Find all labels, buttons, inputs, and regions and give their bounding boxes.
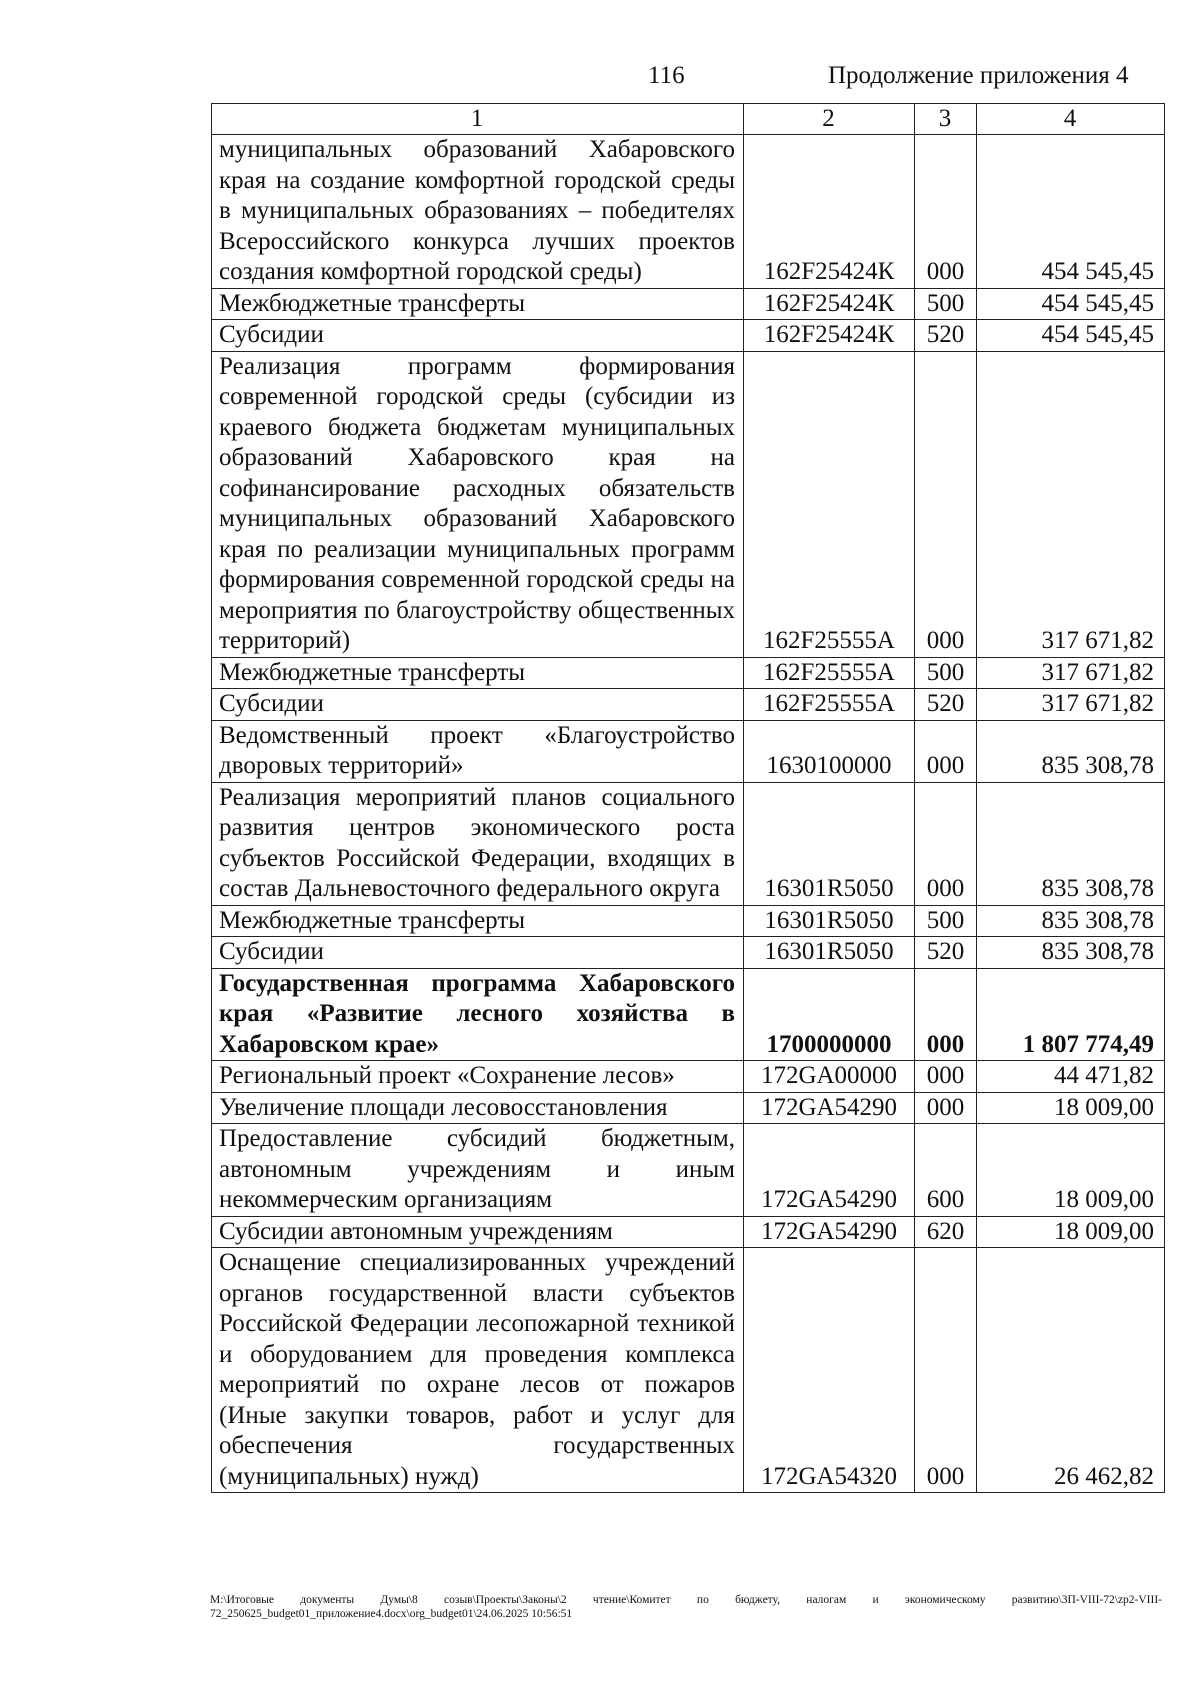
row-sum-cell: 317 671,82 [977, 657, 1165, 689]
row-sum-cell: 26 462,82 [977, 1248, 1165, 1493]
row-name-cell: Реализация мероприятий планов социального развития центров экономического роста субъектов Российской Федерации, входящих в состав Дальневосточного федерального округа [212, 782, 744, 905]
row-sum-cell: 18 009,00 [977, 1216, 1165, 1248]
row-name-cell: Оснащение специализированных учреждений органов государственной власти субъектов Российской Федерации лесопожарной техникой и оборудованием для проведения комплекса мероприятий по охране лесов от пожаров (Иные закупки товаров, работ и услуг для обеспечения государственных (муниципальных) нужд) [212, 1248, 744, 1493]
row-name-cell: Межбюджетные трансферты [212, 905, 744, 937]
row-sum-cell: 317 671,82 [977, 351, 1165, 657]
row-code-cell: 16301R5050 [744, 782, 915, 905]
row-name-cell: Межбюджетные трансферты [212, 288, 744, 320]
row-type-cell: 000 [915, 720, 977, 782]
table-row [212, 351, 1165, 657]
row-name-cell: Межбюджетные трансферты [212, 657, 744, 689]
table-row [212, 657, 1165, 689]
row-type-cell: 000 [915, 351, 977, 657]
table-row [212, 135, 1165, 289]
row-type-cell: 620 [915, 1216, 977, 1248]
row-type-cell: 520 [915, 937, 977, 969]
table-row [212, 320, 1165, 352]
row-code-cell: 16301R5050 [744, 905, 915, 937]
row-code-cell: 172GA54290 [744, 1216, 915, 1248]
row-code-cell: 162F25424К [744, 320, 915, 352]
row-code-cell: 162F25555А [744, 351, 915, 657]
row-type-cell: 600 [915, 1124, 977, 1217]
row-code-cell: 162F25424К [744, 135, 915, 289]
table-row [212, 1216, 1165, 1248]
row-sum-cell: 454 545,45 [977, 320, 1165, 352]
continuation-label: Продолжение приложения 4 [828, 62, 1129, 89]
row-code-cell: 172GA54290 [744, 1092, 915, 1124]
row-sum-cell: 1 807 774,49 [977, 968, 1165, 1061]
row-name-cell: Региональный проект «Сохранение лесов» [212, 1061, 744, 1093]
row-type-cell: 000 [915, 782, 977, 905]
row-code-cell: 16301R5050 [744, 937, 915, 969]
row-code-cell: 1630100000 [744, 720, 915, 782]
row-code-cell: 162F25424К [744, 288, 915, 320]
row-type-cell: 000 [915, 135, 977, 289]
row-code-cell: 172GA00000 [744, 1061, 915, 1093]
row-sum-cell: 317 671,82 [977, 689, 1165, 721]
table-row [212, 720, 1165, 782]
table-row [212, 1061, 1165, 1093]
row-type-cell: 520 [915, 320, 977, 352]
column-header-3: 3 [915, 104, 977, 135]
row-type-cell: 000 [915, 968, 977, 1061]
row-sum-cell: 44 471,82 [977, 1061, 1165, 1093]
row-type-cell: 000 [915, 1061, 977, 1093]
row-code-cell: 172GA54320 [744, 1248, 915, 1493]
row-sum-cell: 835 308,78 [977, 782, 1165, 905]
row-sum-cell: 835 308,78 [977, 905, 1165, 937]
row-type-cell: 000 [915, 1092, 977, 1124]
row-sum-cell: 835 308,78 [977, 937, 1165, 969]
table-header-row [212, 104, 1165, 135]
row-sum-cell: 18 009,00 [977, 1124, 1165, 1217]
table-row [212, 937, 1165, 969]
file-path-footer: M:\Итоговые документы Думы\8 созыв\Проекты\Законы\2 чтение\Комитет по бюджету, налогам и экономическому развитию\3П-VIII-72\zp2-VIII-72_250625_budget01_приложение4.docx\org_budget01\24.06.2025 10:56:51 [210, 1594, 1162, 1620]
row-name-cell: Субсидии [212, 320, 744, 352]
row-type-cell: 500 [915, 905, 977, 937]
row-name-cell: Увеличение площади лесовосстановления [212, 1092, 744, 1124]
row-name-cell: Субсидии [212, 937, 744, 969]
row-code-cell: 162F25555А [744, 689, 915, 721]
row-name-cell: Предоставление субсидий бюджетным, автономным учреждениям и иным некоммерческим организациям [212, 1124, 744, 1217]
row-sum-cell: 18 009,00 [977, 1092, 1165, 1124]
column-header-2: 2 [744, 104, 915, 135]
row-type-cell: 520 [915, 689, 977, 721]
row-sum-cell: 454 545,45 [977, 288, 1165, 320]
row-type-cell: 500 [915, 657, 977, 689]
table-row [212, 782, 1165, 905]
row-type-cell: 000 [915, 1248, 977, 1493]
row-code-cell: 172GA54290 [744, 1124, 915, 1217]
table-row [212, 968, 1165, 1061]
row-code-cell: 1700000000 [744, 968, 915, 1061]
row-name-cell: Ведомственный проект «Благоустройство дворовых территорий» [212, 720, 744, 782]
row-sum-cell: 454 545,45 [977, 135, 1165, 289]
row-code-cell: 162F25555А [744, 657, 915, 689]
page-number: 116 [648, 62, 685, 89]
row-sum-cell: 835 308,78 [977, 720, 1165, 782]
row-name-cell: Государственная программа Хабаровского края «Развитие лесного хозяйства в Хабаровском крае» [212, 968, 744, 1061]
budget-table [211, 103, 1165, 1493]
row-name-cell: Субсидии [212, 689, 744, 721]
row-name-cell: Субсидии автономным учреждениям [212, 1216, 744, 1248]
table-row [212, 905, 1165, 937]
table-row [212, 689, 1165, 721]
row-type-cell: 500 [915, 288, 977, 320]
column-header-4: 4 [977, 104, 1165, 135]
row-name-cell: муниципальных образований Хабаровского края на создание комфортной городской среды в муниципальных образованиях – победителях Всероссийского конкурса лучших проектов создания комфортной городской среды) [212, 135, 744, 289]
column-header-1: 1 [212, 104, 744, 135]
table-row [212, 1248, 1165, 1493]
table-row [212, 1092, 1165, 1124]
row-name-cell: Реализация программ формирования современной городской среды (субсидии из краевого бюджета бюджетам муниципальных образований Хабаровского края на софинансирование расходных обязательств муниципальных образований Хабаровского края по реализации муниципальных программ формирования современной городской среды на мероприятия по благоустройству общественных территорий) [212, 351, 744, 657]
table-row [212, 1124, 1165, 1217]
table-row [212, 288, 1165, 320]
